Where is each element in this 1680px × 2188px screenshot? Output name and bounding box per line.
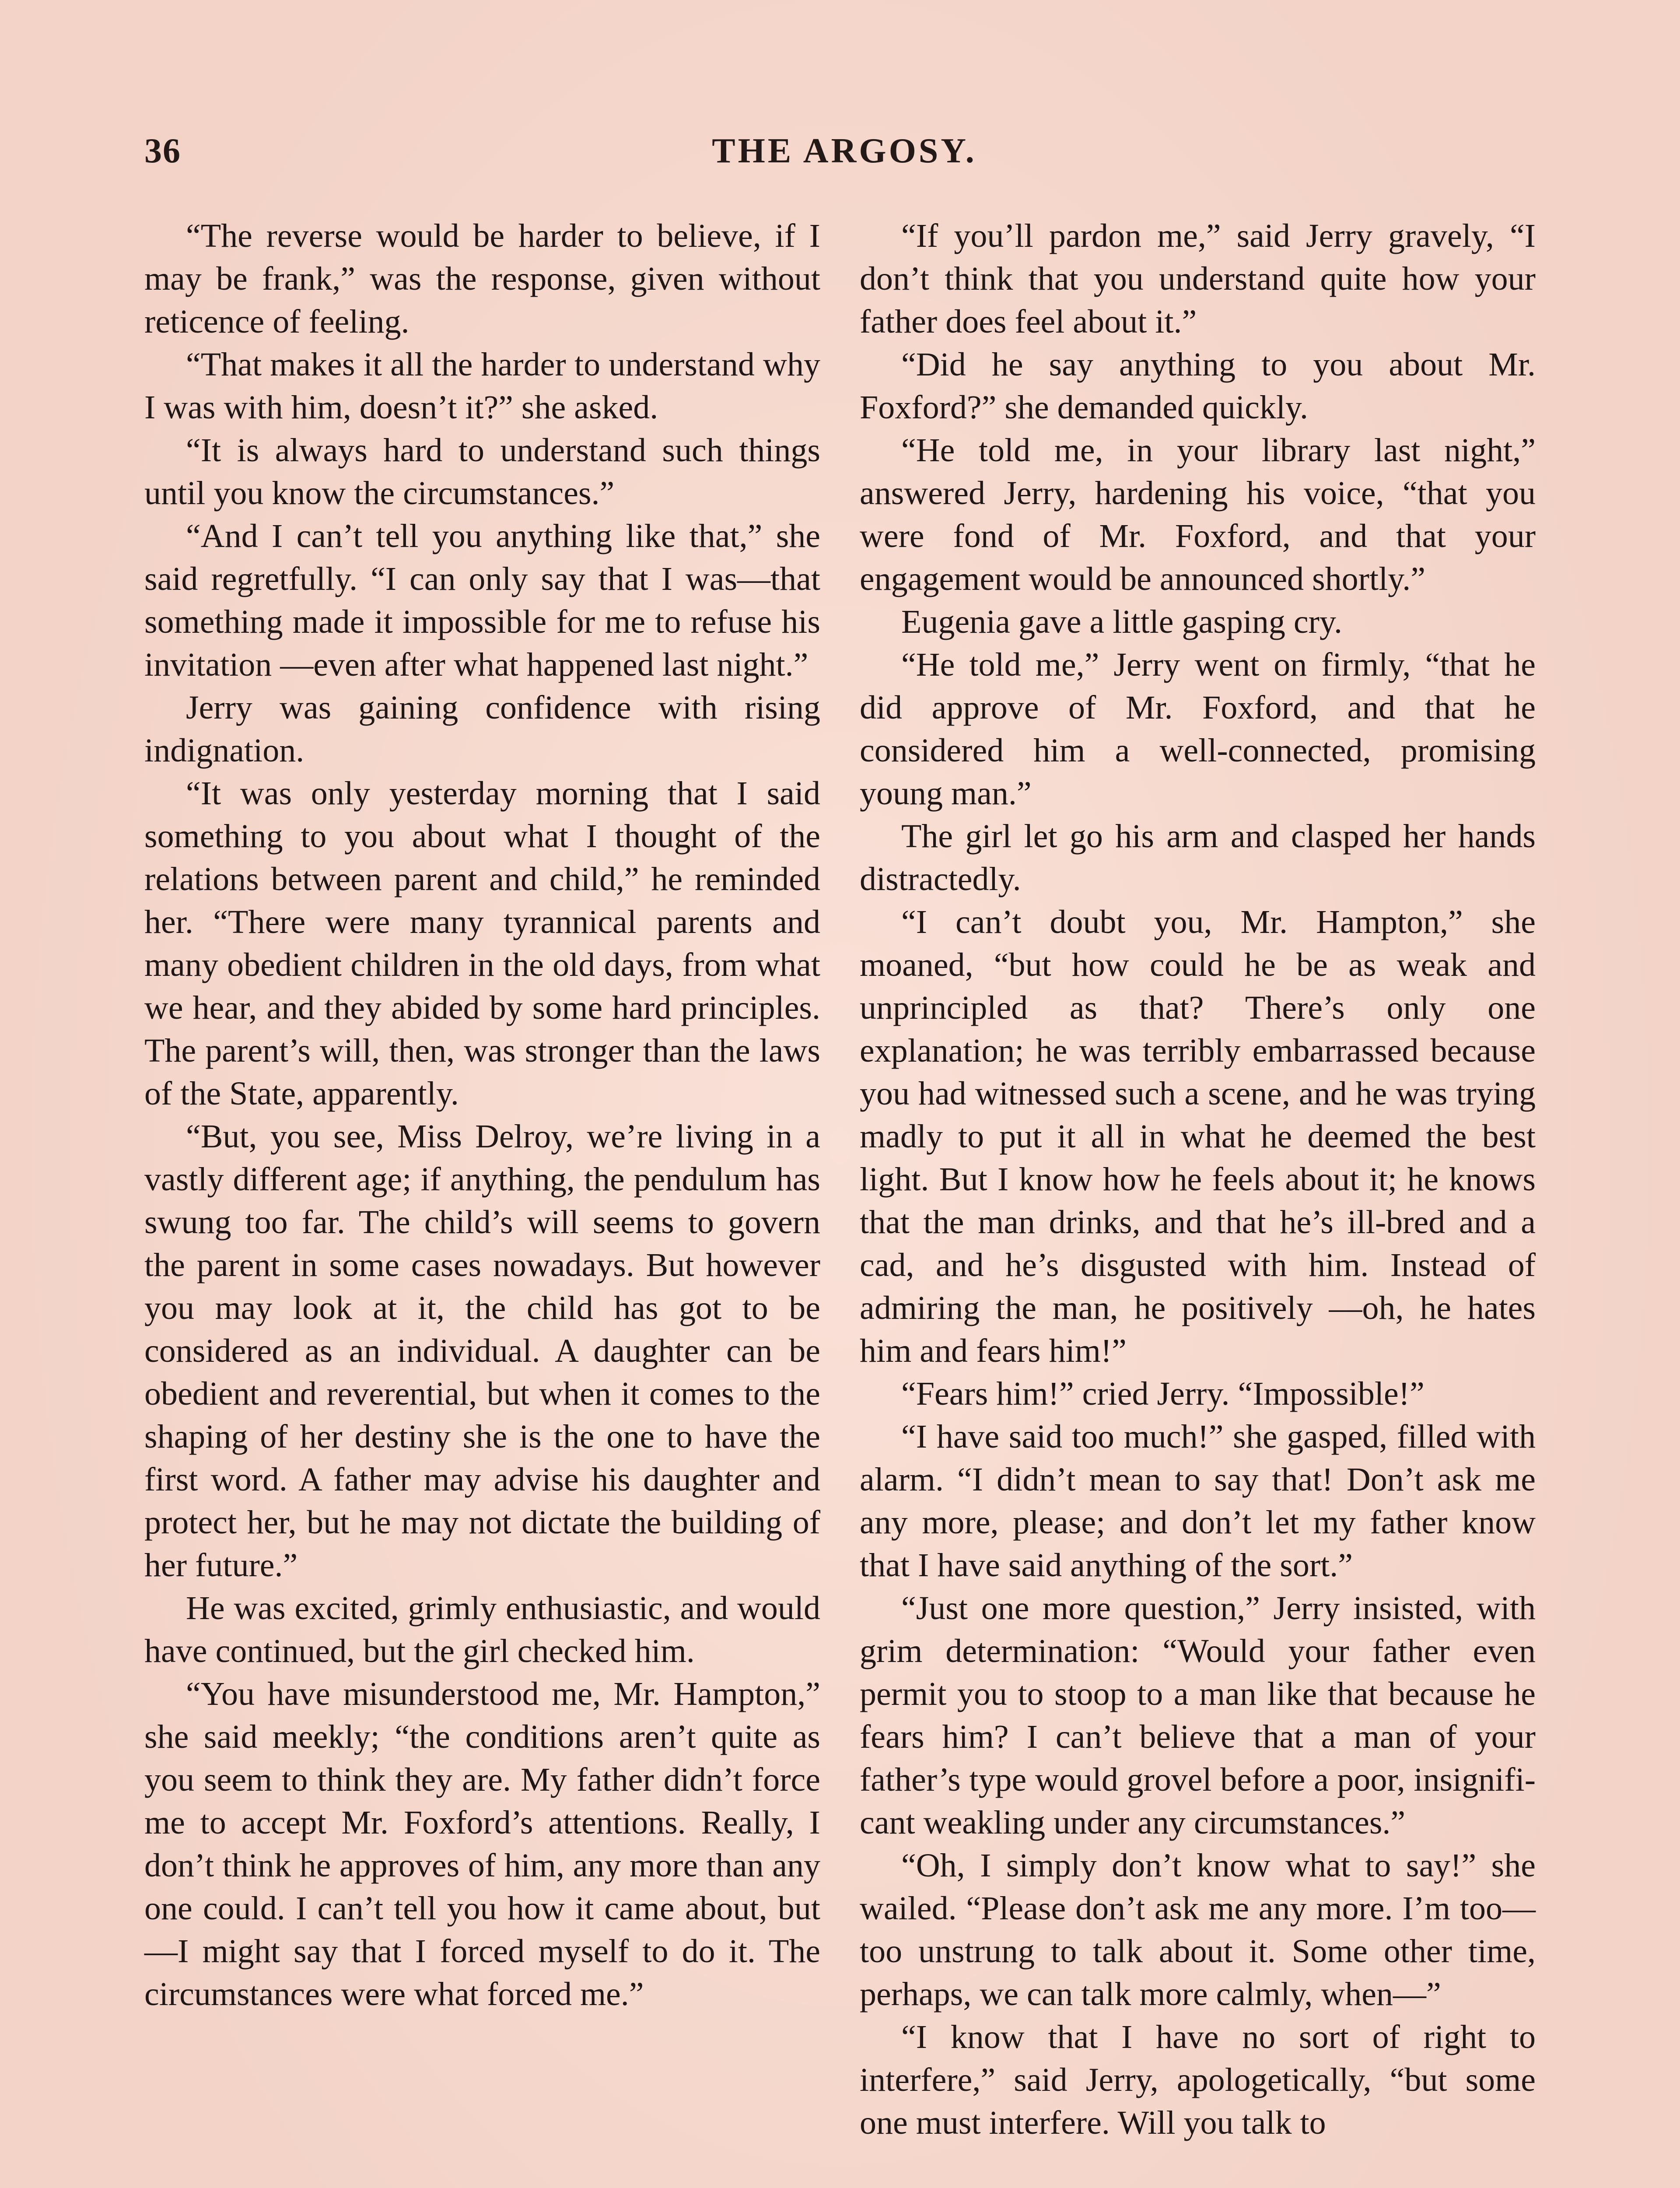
paragraph: “He told me, in your library last night,” answered Jerry, hardening his voice, “that you were fond of Mr. Foxford, and that your engagement would be announced shortly.” (860, 432, 1536, 597)
left-column (144, 214, 820, 2016)
paragraph: “He told me,” Jerry went on firmly, “that he did approve of Mr. Foxford, and that he considered him a well-connected, promising young man.” (860, 646, 1536, 812)
paragraph: “It was only yesterday morning that I said something to you about what I thought of the relations between parent and child,” he reminded her. “There were many tyrannical parents and many obedient children in the old days, from what we hear, and they abided by some hard principles. The parent’s will, then, was stronger than the laws of the State, apparently. (144, 775, 820, 1112)
paragraph: “I know that I have no sort of right to interfere,” said Jerry, apologetically, “but some one must interfere. Will you talk to (860, 2019, 1536, 2141)
page-number: 36 (144, 132, 181, 170)
paragraph: “I have said too much!” she gasped, filled with alarm. “I didn’t mean to say that! Don’t ask me any more, please; and don’t let my father know that I have said anything of the sort.” (860, 1418, 1536, 1584)
paragraph: The girl let go his arm and clasped her hands distractedly. (860, 818, 1536, 898)
paragraph: “That makes it all the harder to understand why I was with him, doesn’t it?” she asked. (144, 346, 820, 426)
running-head (144, 131, 1544, 179)
paragraph: “Did he say anything to you about Mr. Foxford?” she demanded quickly. (860, 346, 1536, 426)
paragraph: “But, you see, Miss Delroy, we’re living in a vastly different age; if anything, the pendulum has swung too far. The child’s will seems to govern the parent in some cases nowadays. But however you may look at it, the child has got to be considered as an individual. A daughter can be obedient and reverential, but when it comes to the shaping of her destiny she is the one to have the first word. A father may advise his daughter and protect her, but he may not dictate the building of her future.” (144, 1118, 820, 1584)
paragraph: He was excited, grimly enthusiastic, and would have continued, but the girl checked him. (144, 1590, 820, 1669)
paragraph: “Oh, I simply don’t know what to say!” she wailed. “Please don’t ask me any more. I’m too—too unstrung to talk about it. Some other time, perhaps, we can talk more calmly, when—” (860, 1847, 1536, 2013)
paragraph: “You have misunderstood me, Mr. Hampton,” she said meekly; “the conditions aren’t quite as you seem to think they are. My father didn’t force me to accept Mr. Foxford’s attentions. Really, I don’t think he approves of him, any more than any one could. I can’t tell you how it came about, but—I might say that I forced myself to do it. The circumstances were what forced me.” (144, 1676, 820, 2013)
right-column (860, 214, 1536, 2144)
paragraph: Eugenia gave a little gasping cry. (901, 603, 1343, 640)
paragraph: “I can’t doubt you, Mr. Hampton,” she moaned, “but how could he be as weak and unprincipled as that? There’s only one explanation; he was terribly embarrassed because you had witnessed such a scene, and he was trying madly to put it all in what he deemed the best light. But I know how he feels about it; he knows that the man drinks, and that he’s ill-bred and a cad, and he’s disgusted with him. Instead of admiring the man, he positively —oh, he hates him and fears him!” (860, 904, 1536, 1369)
paragraph: “Fears him!” cried Jerry. “Impossible!” (901, 1375, 1424, 1412)
paragraph: “The reverse would be harder to believe, if I may be frank,” was the response, given without reticence of feeling. (144, 217, 820, 340)
paragraph: “It is always hard to understand such things until you know the circumstances.” (144, 432, 820, 512)
paragraph: “And I can’t tell you anything like that,” she said regretfully. “I can only say that I was—that something made it impossible for me to refuse his invitation —even after what happened last night.” (144, 518, 820, 683)
paragraph: “If you’ll pardon me,” said Jerry gravely, “I don’t think that you understand quite how your father does feel about it.” (860, 217, 1536, 340)
paragraph: Jerry was gaining confidence with rising indignation. (144, 689, 820, 769)
journal-title: THE ARGOSY. (712, 132, 977, 170)
paragraph: “Just one more question,” Jerry insisted, with grim determination: “Would your father even permit you to stoop to a man like that because he fears him? I can’t believe that a man of your father’s type would grovel before a poor, insignificant weakling under any circumstances.” (860, 1590, 1536, 1841)
